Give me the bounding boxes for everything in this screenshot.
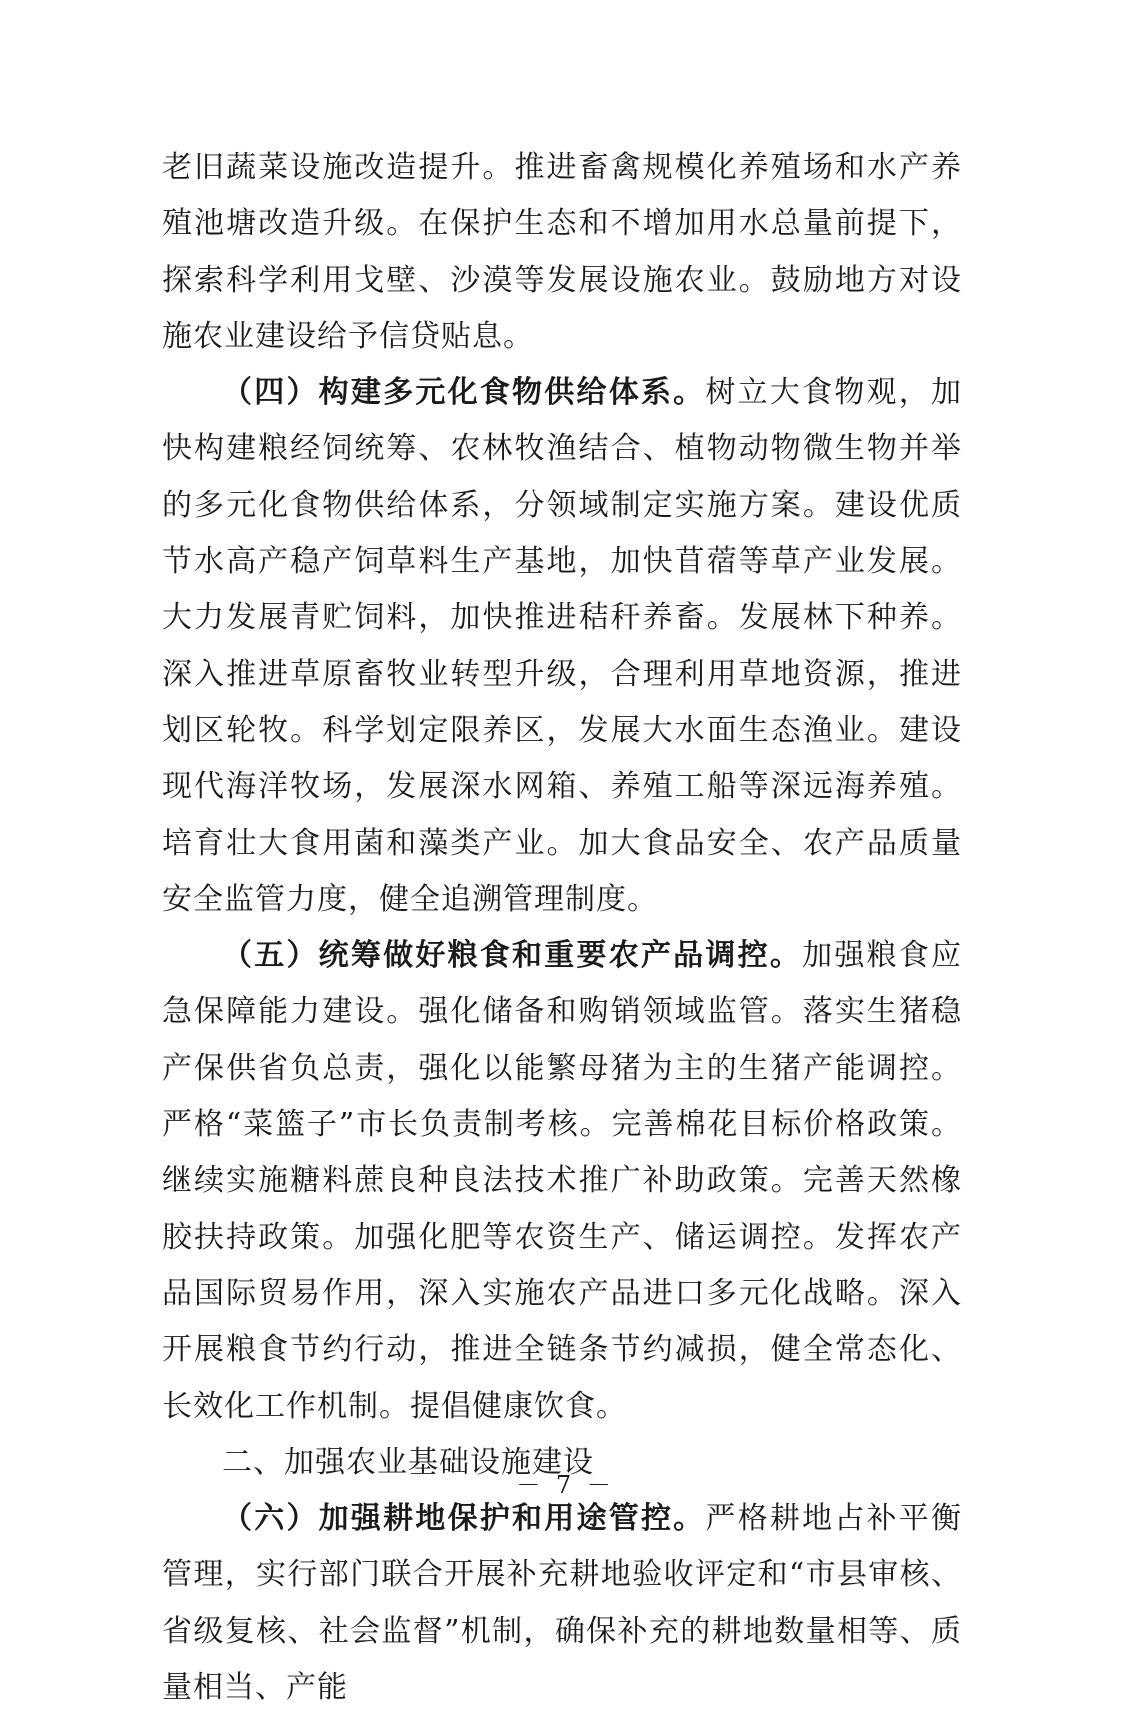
paragraph-text: 加强粮食应急保障能力建设。强化储备和购销领域监管。落实生猪稳产保供省负总责，强化以能繁母猪为主的生猪产能调控。严格“菜篮子”市长负责制考核。完善棉花目标价格政策。继续实施糖料蔗良种良法技术推广补助政策。完善天然橡胶扶持政策。加强化肥等农资生产、储运调控。发挥农产品国际贸易作用，深入实施农产品进口多元化战略。深入开展粮食节约行动，推进全链条节约减损，健全常态化、长效化工作机制。提倡健康饮食。 — [162, 938, 963, 1424]
paragraph-item-5 — [162, 928, 962, 1435]
section-heading: 二、加强农业基础设施建设 — [222, 1444, 594, 1480]
paragraph-item-6 — [162, 1491, 962, 1716]
paragraph-text: 老旧蔬菜设施改造提升。推进畜禽规模化养殖场和水产养殖池塘改造升级。在保护生态和不增加用水总量前提下，探索科学利用戈壁、沙漠等发展设施农业。鼓励地方对设施农业建设给予信贷贴息。 — [162, 150, 962, 354]
paragraph-lead: （六）加强耕地保护和用途管控。 — [222, 1501, 706, 1537]
paragraph-item-4 — [162, 365, 962, 928]
page-number: － 7 － — [516, 1471, 615, 1499]
paragraph-continued — [162, 140, 962, 365]
paragraph-text: 树立大食物观，加快构建粮经饲统筹、农林牧渔结合、植物动物微生物并举的多元化食物供给体系，分领域制定实施方案。建设优质节水高产稳产饲草料生产基地，加快苜蓿等草产业发展。大力发展青贮饲料，加快推进秸秆养畜。发展林下种养。深入推进草原畜牧业转型升级，合理利用草地资源，推进划区轮牧。科学划定限养区，发展大水面生态渔业。建设现代海洋牧场，发展深水网箱、养殖工船等深远海养殖。培育壮大食用菌和藻类产业。加大食品安全、农产品质量安全监管力度，健全追溯管理制度。 — [162, 375, 963, 917]
paragraph-text: 严格耕地占补平衡管理，实行部门联合开展补充耕地验收评定和“市县审核、省级复核、社会监督”机制，确保补充的耕地数量相等、质量相当、产能 — [162, 1501, 963, 1706]
paragraph-lead: （四）构建多元化食物供给体系。 — [222, 375, 706, 411]
paragraph-lead: （五）统筹做好粮食和重要农产品调控。 — [222, 938, 803, 974]
